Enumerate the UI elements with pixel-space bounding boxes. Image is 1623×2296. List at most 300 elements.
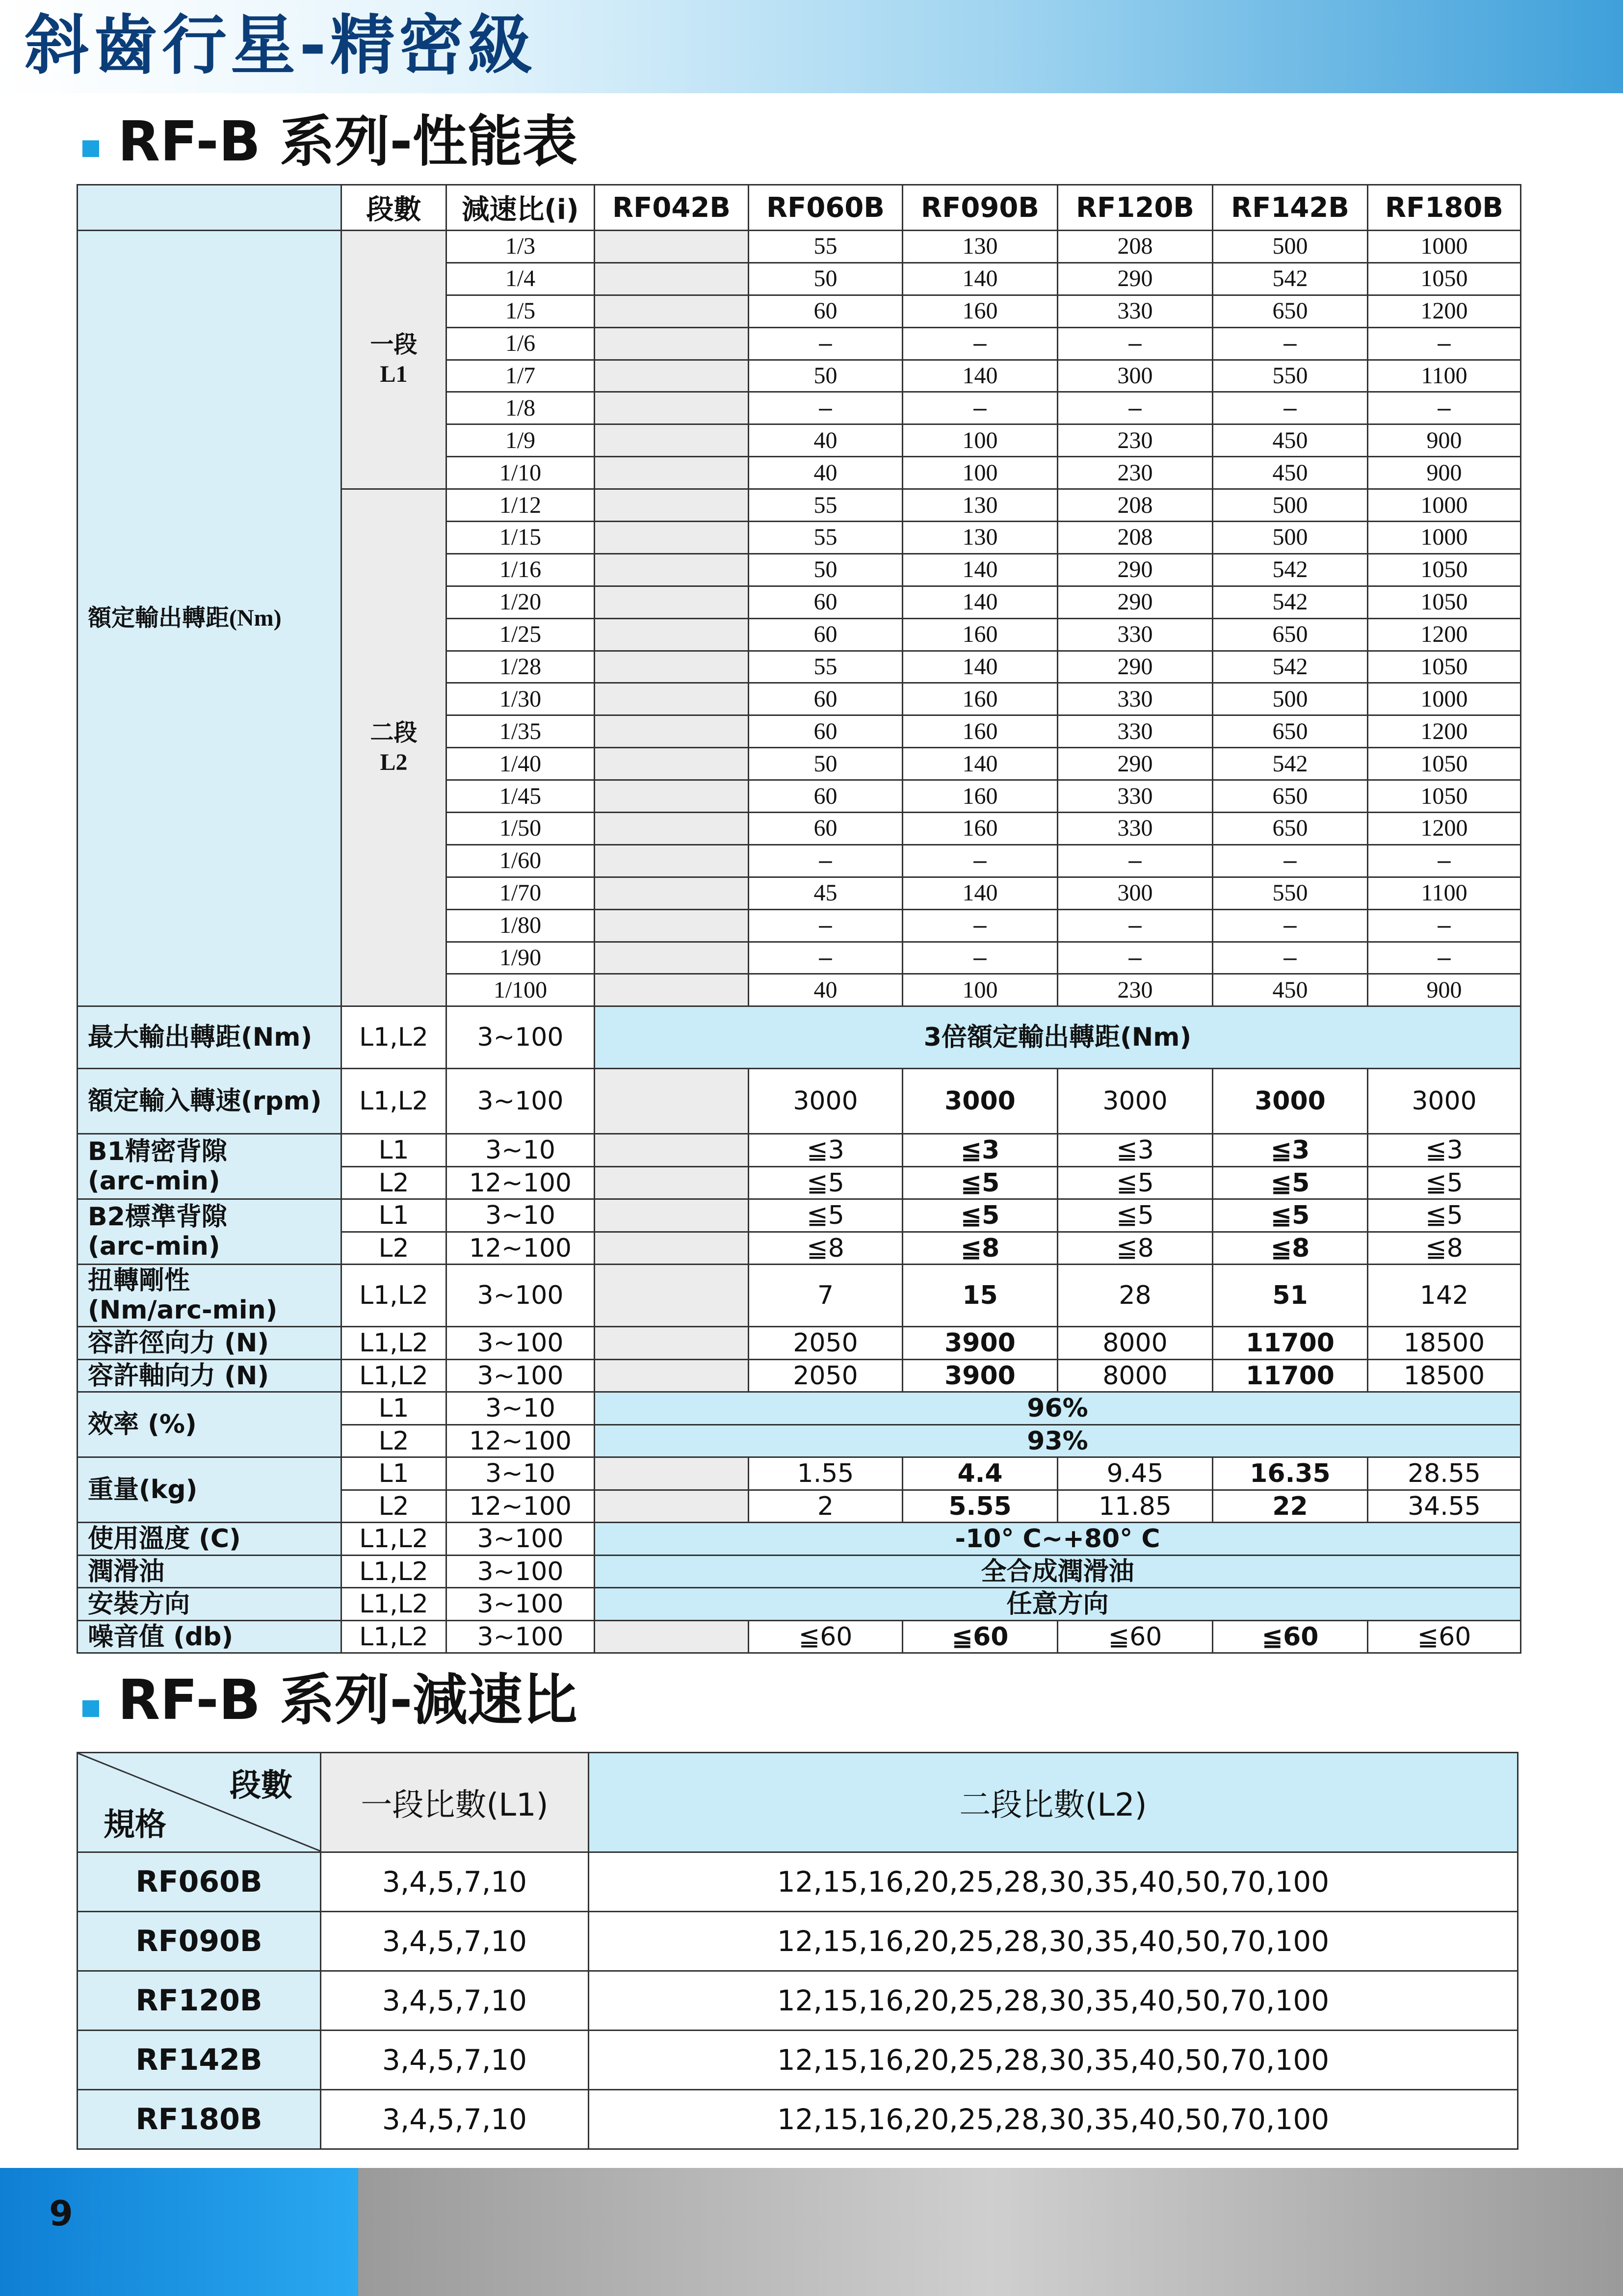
value-cell: 55 [749, 231, 903, 263]
rf042b-cell [595, 231, 749, 263]
value-cell: – [1058, 909, 1213, 942]
rf042b-cell [595, 1069, 749, 1134]
value-cell: ≦8 [1368, 1232, 1521, 1265]
value-cell: 1200 [1368, 813, 1521, 845]
value-cell: – [1058, 845, 1213, 877]
rf042b-cell [595, 360, 749, 392]
value-cell: – [749, 392, 903, 424]
ratio-cell: 1/100 [446, 974, 595, 1006]
corner-cell [78, 185, 341, 231]
value-cell: 650 [1213, 715, 1368, 748]
value-cell: 40 [749, 424, 903, 457]
row-label: 容許軸向力 (N) [78, 1359, 341, 1392]
value-cell: 3000 [1368, 1069, 1521, 1134]
value-cell: ≦8 [749, 1232, 903, 1265]
value-cell: – [749, 845, 903, 877]
ratio-cell: 1/70 [446, 877, 595, 909]
ratio-cell: 1/40 [446, 748, 595, 780]
page-title: 斜齒行星-精密級 [25, 8, 536, 83]
value-cell: – [903, 909, 1058, 942]
value-cell: 60 [749, 295, 903, 327]
value-cell: 50 [749, 554, 903, 586]
value-cell: 500 [1213, 683, 1368, 715]
value-cell: 8000 [1058, 1327, 1213, 1360]
value-cell: ≦8 [1058, 1232, 1213, 1265]
value-cell: ≦5 [1058, 1166, 1213, 1199]
page-number: 9 [49, 2193, 73, 2234]
value-cell: 450 [1213, 424, 1368, 457]
table-row [78, 231, 1521, 263]
value-cell: – [1368, 909, 1521, 942]
value-cell: ≦8 [1213, 1232, 1368, 1265]
value-cell: 208 [1058, 231, 1213, 263]
value-cell: 550 [1213, 877, 1368, 909]
ratio-cell: 1/5 [446, 295, 595, 327]
range-cell: 12~100 [446, 1166, 595, 1199]
value-cell: – [1213, 909, 1368, 942]
l2-header: 二段比數(L2) [589, 1753, 1518, 1852]
value-cell: 60 [749, 618, 903, 651]
rf042b-cell [595, 683, 749, 715]
value-cell: 40 [749, 974, 903, 1006]
value-cell: 34.55 [1368, 1490, 1521, 1523]
value-cell: 450 [1213, 974, 1368, 1006]
value-cell: – [1368, 392, 1521, 424]
stage-label: 二段 L2 [341, 489, 446, 1006]
rf042b-cell [595, 1199, 749, 1232]
value-cell: 4.4 [903, 1457, 1058, 1490]
l1-ratios-cell: 3,4,5,7,10 [321, 2031, 589, 2090]
value-cell: 3000 [749, 1069, 903, 1134]
range-cell: 12~100 [446, 1232, 595, 1265]
value-cell: 230 [1058, 974, 1213, 1006]
value-cell: ≦5 [903, 1166, 1058, 1199]
value-cell: 290 [1058, 263, 1213, 295]
value-cell: 330 [1058, 618, 1213, 651]
value-cell: 208 [1058, 522, 1213, 554]
value-cell: ≦3 [1058, 1134, 1213, 1167]
rf042b-cell [595, 295, 749, 327]
value-cell: 28.55 [1368, 1457, 1521, 1490]
range-cell: 12~100 [446, 1425, 595, 1457]
value-cell: 542 [1213, 651, 1368, 683]
value-cell: – [903, 327, 1058, 360]
ratio-table [77, 1752, 1518, 2150]
value-cell: 50 [749, 360, 903, 392]
row-label: 重量(kg) [78, 1457, 341, 1523]
row-label: 容許徑向力 (N) [78, 1327, 341, 1360]
value-cell: 140 [903, 877, 1058, 909]
value-cell: 11700 [1213, 1359, 1368, 1392]
value-cell: 230 [1058, 457, 1213, 489]
range-cell: 3~100 [446, 1588, 595, 1621]
value-cell: – [1058, 942, 1213, 974]
table-row [78, 1327, 1521, 1360]
ratio-cell: 1/20 [446, 586, 595, 618]
range-cell: 3~10 [446, 1457, 595, 1490]
ratio-cell: 1/8 [446, 392, 595, 424]
value-cell: 160 [903, 715, 1058, 748]
value-cell: 3900 [903, 1327, 1058, 1360]
l2-ratios-cell: 12,15,16,20,25,28,30,35,40,50,70,100 [589, 1912, 1518, 1971]
rf042b-cell [595, 1359, 749, 1392]
value-cell: 3000 [1058, 1069, 1213, 1134]
ratio-cell: 1/90 [446, 942, 595, 974]
ratio-cell: 1/10 [446, 457, 595, 489]
row-label: 使用溫度 (C) [78, 1523, 341, 1556]
model-cell: RF180B [78, 2090, 321, 2149]
value-cell: ≦3 [1213, 1134, 1368, 1167]
value-cell: 160 [903, 780, 1058, 813]
ratio-cell: 1/6 [446, 327, 595, 360]
value-cell: 1100 [1368, 877, 1521, 909]
l1-ratios-cell: 3,4,5,7,10 [321, 1912, 589, 1971]
value-cell: – [1368, 845, 1521, 877]
value-cell: ≦60 [1213, 1620, 1368, 1653]
table-row [78, 1265, 1521, 1327]
row-label: B1精密背隙 (arc-min) [78, 1134, 341, 1199]
table-row [78, 1588, 1521, 1621]
value-cell: 1050 [1368, 780, 1521, 813]
rf042b-cell [595, 1620, 749, 1653]
rf042b-cell [595, 1327, 749, 1360]
value-cell: 130 [903, 231, 1058, 263]
merged-value-cell: 93% [595, 1425, 1521, 1457]
value-cell: 650 [1213, 618, 1368, 651]
stage-cell: L2 [341, 1166, 446, 1199]
value-cell: 1000 [1368, 683, 1521, 715]
rf042b-cell [595, 1134, 749, 1167]
ratio-header-row [78, 1753, 1518, 1852]
col-header: RF142B [1213, 185, 1368, 231]
value-cell: 60 [749, 683, 903, 715]
l2-ratios-cell: 12,15,16,20,25,28,30,35,40,50,70,100 [589, 2090, 1518, 2149]
stage-cell: L1,L2 [341, 1523, 446, 1556]
ratio-section-title: RF-B 系列-減速比 [118, 1668, 577, 1732]
stage-cell: L1,L2 [341, 1327, 446, 1360]
ratio-cell: 1/25 [446, 618, 595, 651]
value-cell: – [903, 392, 1058, 424]
value-cell: 3900 [903, 1359, 1058, 1392]
range-cell: 3~100 [446, 1006, 595, 1069]
ratio-cell: 1/7 [446, 360, 595, 392]
rf042b-cell [595, 1490, 749, 1523]
value-cell: – [1368, 942, 1521, 974]
value-cell: 18500 [1368, 1327, 1521, 1360]
col-header: 減速比(i) [446, 185, 595, 231]
ratio-cell: 1/4 [446, 263, 595, 295]
value-cell: 160 [903, 618, 1058, 651]
rf042b-cell [595, 909, 749, 942]
merged-value-cell: 任意方向 [595, 1588, 1521, 1621]
range-cell: 3~10 [446, 1134, 595, 1167]
range-cell: 3~100 [446, 1069, 595, 1134]
stage-cell: L1,L2 [341, 1359, 446, 1392]
rf042b-cell [595, 651, 749, 683]
row-label: 扭轉剛性 (Nm/arc-min) [78, 1265, 341, 1327]
value-cell: 160 [903, 683, 1058, 715]
value-cell: – [1058, 392, 1213, 424]
value-cell: 290 [1058, 748, 1213, 780]
stage-cell: L1 [341, 1457, 446, 1490]
range-cell: 3~100 [446, 1265, 595, 1327]
value-cell: – [1213, 942, 1368, 974]
value-cell: ≦3 [1368, 1134, 1521, 1167]
ratio-row [78, 1852, 1518, 1912]
col-header: RF042B [595, 185, 749, 231]
table-row [78, 1457, 1521, 1490]
value-cell: – [1213, 327, 1368, 360]
value-cell: 140 [903, 554, 1058, 586]
value-cell: 3000 [903, 1069, 1058, 1134]
stage-cell: L1,L2 [341, 1620, 446, 1653]
merged-value-cell: 3倍額定輸出轉距(Nm) [595, 1006, 1521, 1069]
value-cell: 5.55 [903, 1490, 1058, 1523]
l1-ratios-cell: 3,4,5,7,10 [321, 1852, 589, 1912]
stage-cell: L1,L2 [341, 1555, 446, 1588]
value-cell: 1200 [1368, 295, 1521, 327]
stage-cell: L1,L2 [341, 1069, 446, 1134]
row-label: 額定輸出轉距(Nm) [78, 231, 341, 1006]
value-cell: 55 [749, 651, 903, 683]
value-cell: ≦5 [1058, 1199, 1213, 1232]
ratio-cell: 1/30 [446, 683, 595, 715]
row-label: B2標準背隙 (arc-min) [78, 1199, 341, 1265]
section-bullet-icon [82, 1700, 99, 1717]
range-cell: 3~100 [446, 1327, 595, 1360]
value-cell: 500 [1213, 522, 1368, 554]
value-cell: 55 [749, 522, 903, 554]
rf042b-cell [595, 554, 749, 586]
rf042b-cell [595, 1232, 749, 1265]
range-cell: 3~100 [446, 1620, 595, 1653]
stage-cell: L2 [341, 1232, 446, 1265]
value-cell: 60 [749, 780, 903, 813]
stage-cell: L1,L2 [341, 1265, 446, 1327]
value-cell: ≦5 [1368, 1199, 1521, 1232]
value-cell: 650 [1213, 295, 1368, 327]
table-row [78, 1392, 1521, 1425]
value-cell: 1050 [1368, 554, 1521, 586]
table-row [78, 1555, 1521, 1588]
ratio-row [78, 1912, 1518, 1971]
value-cell: – [1058, 327, 1213, 360]
ratio-row [78, 2090, 1518, 2149]
value-cell: 11700 [1213, 1327, 1368, 1360]
value-cell: 45 [749, 877, 903, 909]
value-cell: 290 [1058, 651, 1213, 683]
value-cell: ≦60 [1368, 1620, 1521, 1653]
rf042b-cell [595, 392, 749, 424]
value-cell: ≦5 [1213, 1166, 1368, 1199]
ratio-cell: 1/15 [446, 522, 595, 554]
value-cell: 1000 [1368, 522, 1521, 554]
perf-section-title: RF-B 系列-性能表 [118, 110, 577, 174]
value-cell: 1200 [1368, 618, 1521, 651]
value-cell: 140 [903, 586, 1058, 618]
value-cell: ≦3 [749, 1134, 903, 1167]
value-cell: 1000 [1368, 489, 1521, 522]
value-cell: 140 [903, 748, 1058, 780]
rf042b-cell [595, 813, 749, 845]
row-label: 安裝方向 [78, 1588, 341, 1621]
value-cell: – [749, 327, 903, 360]
row-label: 噪音值 (db) [78, 1620, 341, 1653]
ratio-cell: 1/3 [446, 231, 595, 263]
ratio-cell: 1/45 [446, 780, 595, 813]
value-cell: 2 [749, 1490, 903, 1523]
stage-cell: L1 [341, 1199, 446, 1232]
value-cell: 11.85 [1058, 1490, 1213, 1523]
value-cell: 900 [1368, 457, 1521, 489]
value-cell: 300 [1058, 360, 1213, 392]
ratio-cell: 1/50 [446, 813, 595, 845]
table-row [78, 1523, 1521, 1556]
value-cell: ≦5 [1368, 1166, 1521, 1199]
value-cell: 1.55 [749, 1457, 903, 1490]
value-cell: 2050 [749, 1327, 903, 1360]
value-cell: 60 [749, 813, 903, 845]
value-cell: – [903, 942, 1058, 974]
value-cell: 542 [1213, 263, 1368, 295]
rf042b-cell [595, 489, 749, 522]
ratio-cell: 1/60 [446, 845, 595, 877]
value-cell: – [1213, 845, 1368, 877]
value-cell: ≦5 [749, 1166, 903, 1199]
rf042b-cell [595, 1265, 749, 1327]
value-cell: – [1368, 327, 1521, 360]
rf042b-cell [595, 748, 749, 780]
value-cell: 650 [1213, 780, 1368, 813]
value-cell: 1050 [1368, 651, 1521, 683]
range-cell: 3~10 [446, 1392, 595, 1425]
table-row [78, 1199, 1521, 1232]
value-cell: 650 [1213, 813, 1368, 845]
rf042b-cell [595, 780, 749, 813]
value-cell: – [1213, 392, 1368, 424]
corner-cell [78, 1753, 321, 1852]
model-cell: RF120B [78, 1971, 321, 2031]
col-header: RF120B [1058, 185, 1213, 231]
rf042b-cell [595, 715, 749, 748]
perf-header-row [78, 185, 1521, 231]
value-cell: 900 [1368, 974, 1521, 1006]
rf042b-cell [595, 263, 749, 295]
value-cell: 160 [903, 295, 1058, 327]
value-cell: 1050 [1368, 263, 1521, 295]
value-cell: 160 [903, 813, 1058, 845]
value-cell: ≦5 [1213, 1199, 1368, 1232]
merged-value-cell: 96% [595, 1392, 1521, 1425]
rf042b-cell [595, 1166, 749, 1199]
value-cell: 330 [1058, 780, 1213, 813]
rf042b-cell [595, 522, 749, 554]
rf042b-cell [595, 1457, 749, 1490]
value-cell: – [749, 942, 903, 974]
value-cell: 130 [903, 489, 1058, 522]
row-label: 最大輸出轉距(Nm) [78, 1006, 341, 1069]
l1-header: 一段比數(L1) [321, 1753, 589, 1852]
merged-value-cell: 全合成潤滑油 [595, 1555, 1521, 1588]
value-cell: ≦60 [1058, 1620, 1213, 1653]
ratio-cell: 1/12 [446, 489, 595, 522]
ratio-cell: 1/80 [446, 909, 595, 942]
value-cell: ≦60 [749, 1620, 903, 1653]
ratio-row [78, 2031, 1518, 2090]
value-cell: 16.35 [1213, 1457, 1368, 1490]
rf042b-cell [595, 424, 749, 457]
value-cell: 50 [749, 263, 903, 295]
value-cell: 330 [1058, 813, 1213, 845]
value-cell: 142 [1368, 1265, 1521, 1327]
range-cell: 3~100 [446, 1359, 595, 1392]
stage-cell: L2 [341, 1425, 446, 1457]
value-cell: 51 [1213, 1265, 1368, 1327]
stage-cell: L1,L2 [341, 1588, 446, 1621]
value-cell: 7 [749, 1265, 903, 1327]
section-bullet-icon [82, 140, 99, 157]
value-cell: 3000 [1213, 1069, 1368, 1134]
value-cell: 8000 [1058, 1359, 1213, 1392]
value-cell: 1000 [1368, 231, 1521, 263]
value-cell: 542 [1213, 554, 1368, 586]
range-cell: 3~100 [446, 1523, 595, 1556]
value-cell: ≦60 [903, 1620, 1058, 1653]
stage-cell: L1,L2 [341, 1006, 446, 1069]
value-cell: 500 [1213, 231, 1368, 263]
ratio-cell: 1/9 [446, 424, 595, 457]
value-cell: 1200 [1368, 715, 1521, 748]
ratio-cell: 1/16 [446, 554, 595, 586]
value-cell: 450 [1213, 457, 1368, 489]
l1-ratios-cell: 3,4,5,7,10 [321, 1971, 589, 2031]
range-cell: 12~100 [446, 1490, 595, 1523]
stage-cell: L2 [341, 1490, 446, 1523]
value-cell: 330 [1058, 715, 1213, 748]
value-cell: 140 [903, 651, 1058, 683]
footer-grey-band [358, 2168, 1623, 2296]
value-cell: 542 [1213, 748, 1368, 780]
col-header: RF090B [903, 185, 1058, 231]
value-cell: – [903, 845, 1058, 877]
value-cell: 28 [1058, 1265, 1213, 1327]
value-cell: 100 [903, 974, 1058, 1006]
value-cell: 9.45 [1058, 1457, 1213, 1490]
col-header: 段數 [341, 185, 446, 231]
table-row [78, 1006, 1521, 1069]
value-cell: 330 [1058, 683, 1213, 715]
value-cell: 1050 [1368, 586, 1521, 618]
value-cell: 500 [1213, 489, 1368, 522]
ratio-cell: 1/35 [446, 715, 595, 748]
row-label: 額定輸入轉速(rpm) [78, 1069, 341, 1134]
value-cell: 50 [749, 748, 903, 780]
stage-cell: L1 [341, 1392, 446, 1425]
model-cell: RF142B [78, 2031, 321, 2090]
l1-ratios-cell: 3,4,5,7,10 [321, 2090, 589, 2149]
stage-label: 一段 L1 [341, 231, 446, 489]
row-label: 潤滑油 [78, 1555, 341, 1588]
ratio-row [78, 1971, 1518, 2031]
value-cell: 550 [1213, 360, 1368, 392]
value-cell: 15 [903, 1265, 1058, 1327]
table-row [78, 1134, 1521, 1167]
table-row [78, 1359, 1521, 1392]
value-cell: 542 [1213, 586, 1368, 618]
value-cell: 60 [749, 715, 903, 748]
value-cell: 208 [1058, 489, 1213, 522]
value-cell: 900 [1368, 424, 1521, 457]
